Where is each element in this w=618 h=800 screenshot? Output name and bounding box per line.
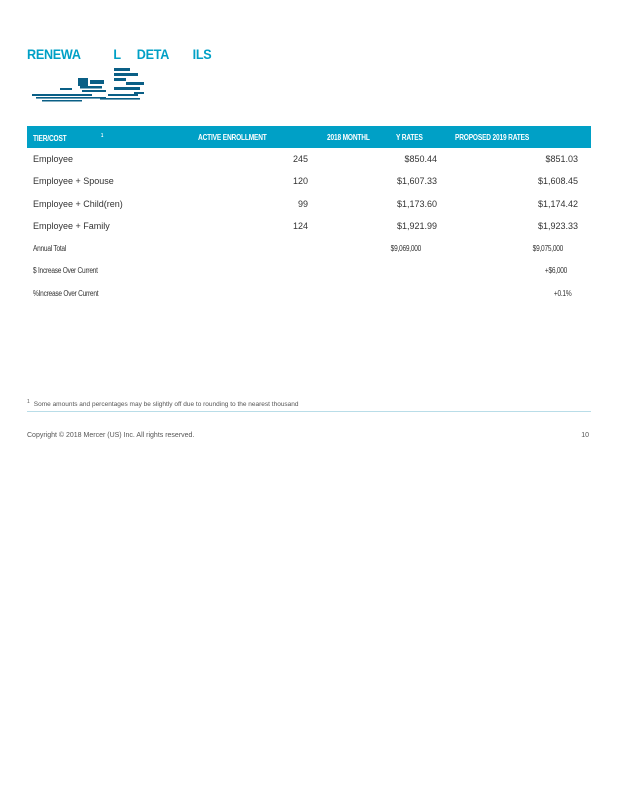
enrollment-value: 124 [292,221,308,231]
summary-row-annual-total [27,244,591,260]
header-tier-cost [33,133,103,143]
proposed-rate: $1,923.33 [537,221,578,231]
enrollment-value: 120 [292,176,308,186]
tier-name: Employee + Child(ren) [33,199,123,209]
proposed-rate: $1,608.45 [537,176,578,186]
mercer-logo-graphic [30,68,150,104]
tier-name: Employee + Family [33,221,110,231]
header-tier-label: TIER/COST [33,134,67,143]
current-rate: $1,921.99 [396,221,437,231]
copyright-text: Copyright © 2018 Mercer (US) Inc. All rights reserved. [27,432,195,439]
summary-label: %Increase Over Current [33,289,99,298]
divider [27,411,591,412]
tier-name: Employee [33,154,74,164]
header-active-enrollment: ACTIVE ENROLLMENT [198,133,267,142]
title-part-2: L [113,46,121,62]
tier-name: Employee + Spouse [33,176,114,186]
current-rate: $1,607.33 [396,176,437,186]
footnote-text: Some amounts and percentages may be slightly off due to rounding to the nearest thousand [33,401,299,409]
table-row [27,221,591,237]
current-rate: $1,173.60 [396,199,437,209]
enrollment-value: 245 [292,154,308,164]
header-rates: Y RATES [396,133,423,142]
header-proposed-rates: PROPOSED 2019 RATES [455,133,530,142]
table-row [27,154,591,170]
table-row [27,176,591,192]
title-part-1: RENEWA [27,46,81,62]
proposed-rate: $851.03 [545,154,578,164]
proposed-rate: $1,174.42 [537,199,578,209]
summary-label: $ Increase Over Current [33,266,98,275]
page-title [27,46,211,62]
enrollment-value: 99 [297,199,308,209]
summary-proposed: +$6,000 [544,266,567,275]
footnote [27,399,299,408]
summary-proposed: +0.1% [553,289,571,298]
table-header [27,126,591,148]
page-number: 10 [581,432,589,439]
title-part-4: ILS [192,46,212,62]
footnote-marker: 1 [100,133,104,139]
summary-label: Annual Total [33,244,67,253]
summary-proposed: $9,075,000 [532,244,563,253]
header-2018-monthly: 2018 MONTHL [327,133,370,142]
summary-row-percent-increase [27,289,591,305]
table-row [27,199,591,215]
title-part-3: DETA [136,46,170,62]
summary-current: $9,069,000 [390,244,421,253]
current-rate: $850.44 [404,154,437,164]
summary-row-dollar-increase [27,266,591,282]
footnote-number: 1 [27,399,30,405]
